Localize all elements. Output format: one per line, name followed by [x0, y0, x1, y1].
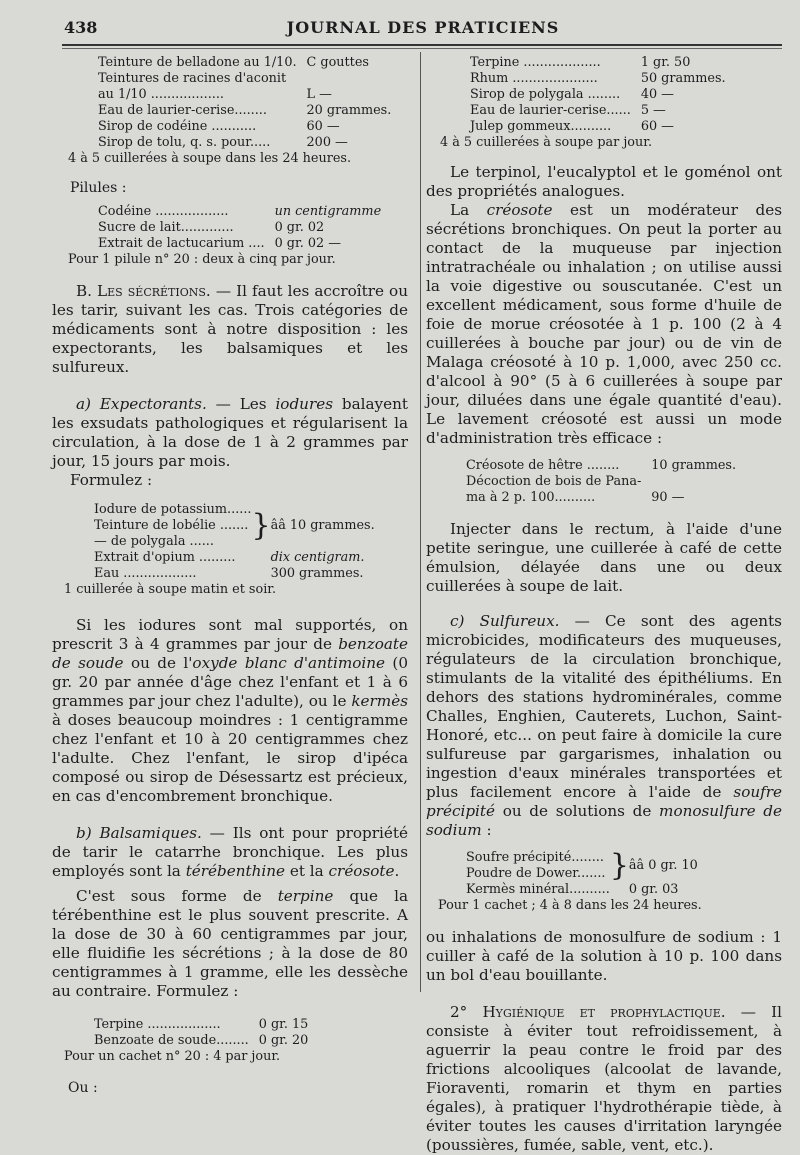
rx-quantity: 0 gr. 02 — — [274, 236, 341, 251]
rx-row — [98, 135, 391, 151]
rx-ingredient: Terpine ................... — [470, 55, 601, 70]
rx-ingredient: Terpine .................. — [94, 1017, 221, 1032]
rx-quantity: 50 grammes. — [640, 71, 726, 86]
rx-quantity: 300 grammes. — [270, 566, 364, 581]
rx-quantity: 0 gr. 15 — [258, 1017, 309, 1032]
rx-ingredient: Teinture de belladone au 1/10. — [98, 55, 297, 70]
rx-quantity: 0 gr. 20 — [258, 1033, 309, 1048]
pilules-label: Pilules : — [70, 180, 127, 196]
prescription-5 — [470, 55, 726, 135]
rx-ingredient: Soufre précipité........ — [466, 850, 604, 865]
rx-quantity: 0 gr. 03 — [628, 882, 679, 897]
prescription-2-dose: Pour 1 pilule n° 20 : deux à cinq par jour. — [68, 252, 336, 267]
injecter-paragraph: Injecter dans le rectum, à l'aide d'une petite seringue, une cuillerée à café de cette émulsion, délayée dans une ou deux cuillerées à soupe de lait. — [426, 520, 782, 595]
rx-quantity: ââ 10 grammes. — [270, 518, 375, 533]
rx-row — [98, 55, 391, 71]
prescription-7 — [466, 850, 698, 898]
rx-quantity: ââ 0 gr. 10 — [628, 858, 698, 873]
inhalations-paragraph: ou inhalations de monosulfure de sodium : 1 cuiller à café de la solution à 10 p. 100 dans un bol d'eau bouillante. — [426, 928, 782, 984]
prescription-3-dose: 1 cuillerée à soupe matin et soir. — [64, 582, 277, 597]
rx-quantity: 200 — — [306, 135, 348, 150]
rx-quantity: 0 gr. 02 — [274, 220, 325, 235]
hygienique-label: 2° Hygiénique et prophylactique. — [450, 1003, 726, 1021]
rx-ingredient: Teintures de racines d'aconit — [98, 71, 287, 86]
rx-row — [98, 71, 391, 87]
rx-ingredient: Créosote de hêtre ........ — [466, 458, 620, 473]
rx-ingredient: Extrait d'opium ......... — [94, 550, 236, 565]
rx-ingredient: Eau .................. — [94, 566, 197, 581]
rx-row — [98, 204, 381, 220]
rx-row — [94, 550, 375, 566]
formulez-label: Formulez : — [70, 471, 153, 489]
prescription-7-dose: Pour 1 cachet ; 4 à 8 dans les 24 heures. — [438, 898, 702, 913]
rx-row — [94, 502, 375, 518]
rx-row — [94, 1033, 308, 1049]
rx-quantity: C gouttes — [306, 55, 369, 70]
section-b-paragraph: B. Les sécrétions. — Il faut les accroître ou les tarir, suivant les cas. Trois catégories de médicaments sont à notre disposition : les expectorants, les balsamiques et les sulfureux. — [52, 282, 408, 376]
rx-ingredient: Eau de laurier-cerise...... — [470, 103, 631, 118]
rx-ingredient: Teinture de lobélie ....... — [94, 518, 249, 533]
rx-row — [470, 71, 726, 87]
rx-ingredient: Poudre de Dower....... — [466, 866, 606, 881]
rx-ingredient: Benzoate de soude........ — [94, 1033, 249, 1048]
journal-title: JOURNAL DES PRATICIENS — [286, 18, 560, 37]
rx-row — [470, 103, 726, 119]
header-rule-thin — [62, 48, 782, 49]
rx-row — [466, 490, 736, 506]
prescription-4 — [94, 1017, 308, 1049]
prescription-1-dose: 4 à 5 cuillerées à soupe dans les 24 heures. — [68, 151, 352, 166]
prescription-6 — [466, 458, 736, 506]
rx-quantity — [307, 71, 392, 87]
terpinol-paragraph: Le terpinol, l'eucalyptol et le goménol ont des propriétés analogues. — [426, 163, 782, 200]
left-column — [52, 55, 408, 1098]
rx-quantity: L — — [306, 87, 332, 102]
rx-quantity: 60 — — [640, 119, 674, 134]
rx-ingredient: Décoction de bois de Pana- — [466, 474, 642, 489]
rx-quantity: 60 — — [306, 119, 340, 134]
rx-ingredient: Sirop de tolu, q. s. pour..... — [98, 135, 271, 150]
rx-row — [98, 87, 391, 103]
rx-ingredient: ma à 2 p. 100.......... — [466, 490, 596, 505]
rx-row — [466, 458, 736, 474]
page-header — [64, 18, 782, 44]
rx-row — [466, 882, 698, 898]
rx-ingredient: Julep gommeux.......... — [470, 119, 612, 134]
rx-quantity: dix centigram. — [270, 550, 365, 565]
prescription-3 — [94, 502, 375, 582]
rx-row — [98, 119, 391, 135]
rx-quantity: 20 grammes. — [306, 103, 392, 118]
right-column — [426, 55, 782, 1155]
terpine-paragraph: C'est sous forme de terpine que la térébenthine est le plus souvent prescrite. A la dose de 30 à 60 centigrammes par jour, elle fluidifie les sécrétions ; à la dose de 80 centigrammes à 1 gramme, elle les dessèche au contraire. Formulez : — [52, 887, 408, 1000]
rx-ingredient: au 1/10 .................. — [98, 87, 224, 102]
prescription-5-dose: 4 à 5 cuillerées à soupe par jour. — [440, 135, 653, 150]
rx-ingredient: Kermès minéral.......... — [466, 882, 610, 897]
rx-quantity: un centigramme — [274, 204, 382, 219]
rx-row — [470, 87, 726, 103]
rx-quantity: 10 grammes. — [651, 458, 737, 473]
column-divider — [420, 52, 421, 992]
rx-spacer — [251, 550, 270, 566]
rx-ingredient: Sirop de polygala ........ — [470, 87, 621, 102]
rx-row — [470, 55, 726, 71]
page-number: 438 — [64, 18, 98, 37]
rx-row — [94, 1017, 308, 1033]
rx-row — [94, 566, 375, 582]
hygienique-paragraph: 2° Hygiénique et prophylactique. — Il consiste à éviter tout refroidissement, à aguerrir la peau contre le froid par des frictions alcooliques (alcoolat de lavande, Fioraventi, romarin et thym en parties égales), à pratiquer l'hydrothérapie tiède, à éviter toutes les causes d'irritation laryngée (poussières, fumée, sable, vent, etc.). — [426, 1003, 783, 1154]
rx-row — [98, 103, 391, 119]
expectorants-label: a) Expectorants. — [76, 395, 207, 413]
rx-ingredient: Eau de laurier-cerise........ — [98, 103, 267, 118]
brace-glyph: } — [609, 848, 629, 883]
rx-ingredient: Sucre de lait............. — [98, 220, 234, 235]
creosote-paragraph: La créosote est un modérateur des sécrétions bronchiques. On peut la porter au contact de la muqueuse par injection intratrachéale ou inhalation ; on utilise aussi la voie digestive ou souscutanée. C'est un excellent médicament, sous forme d'huile de foie de morue créosotée à 1 p. 100 (2 à 4 cuillerées à bouche par jour) ou de vin de Malaga créosoté à 10 p. 1,000, avec 250 cc. d'alcool à 90° (5 à 6 cuillerées à soupe par jour, diluées dans une égale quantité d'eau). Le lavement créosoté est aussi un mode d'administration très efficace : — [426, 201, 782, 447]
rx-ingredient: — de polygala ...... — [94, 534, 214, 549]
rx-ingredient: Sirop de codéine ........... — [98, 119, 257, 134]
sulfureux-paragraph: c) Sulfureux. — Ce sont des agents microbicides, modificateurs des muqueuses, régulateurs de la circulation bronchique, stimulants de la vitalité des épithéliums. En dehors des stations hydrominérales, comme Challes, Enghien, Cauterets, Luchon, Saint-Honoré, etc... on peut faire à domicile la cure sulfureuse par gargarismes, inhalation ou ingestion d'eaux minérales transportées et plus facilement encore à l'aide de soufre précipité ou de solutions de monosulfure de sodium : — [426, 612, 782, 839]
rx-quantity: 1 gr. 50 — [640, 55, 691, 70]
rx-ingredient: Extrait de lactucarium .... — [98, 236, 265, 251]
rx-ingredient: Codéine .................. — [98, 204, 229, 219]
section-b-label: B. Les sécrétions. — [76, 282, 211, 300]
expectorants-paragraph: a) Expectorants. — Les iodures balayent les exsudats pathologiques et régularisent la circulation, à la dose de 1 à 2 grammes par jour, 15 jours par mois. — [52, 395, 408, 470]
balsamiques-paragraph: b) Balsamiques. — Ils ont pour propriété de tarir le catarrhe bronchique. Les plus employés sont la térébenthine et la créosote. — [52, 824, 408, 880]
rx-quantity — [651, 474, 736, 490]
prescription-4-dose: Pour un cachet n° 20 : 4 par jour. — [64, 1049, 281, 1064]
rx-quantity: 40 — — [640, 87, 674, 102]
rx-spacer — [610, 882, 629, 898]
rx-row — [466, 474, 736, 490]
ou-label: Ou : — [68, 1080, 98, 1096]
header-rule — [62, 44, 782, 46]
rx-row — [466, 850, 698, 866]
prescription-2 — [98, 204, 381, 252]
rx-row — [470, 119, 726, 135]
rx-spacer — [251, 566, 270, 582]
rx-quantity: 90 — — [651, 490, 685, 505]
rx-ingredient: Iodure de potassium...... — [94, 502, 252, 517]
balsamiques-label: b) Balsamiques. — [76, 824, 202, 842]
rx-row — [98, 236, 381, 252]
rx-quantity: 5 — — [640, 103, 666, 118]
brace-glyph: } — [251, 508, 271, 543]
rx-row — [98, 220, 381, 236]
sulfureux-label: c) Sulfureux. — [450, 612, 560, 630]
iodures-paragraph: Si les iodures sont mal supportés, on prescrit 3 à 4 grammes par jour de benzoate de soude ou de l'oxyde blanc d'antimoine (0 gr. 20 par année d'âge chez l'enfant et 1 à 6 grammes par jour chez l'adulte), ou le kermès à doses beaucoup moindres : 1 centigramme chez l'enfant et 10 à 20 centigrammes chez l'adulte. Chez l'enfant, le sirop d'ipéca composé ou sirop de Désessartz est précieux, en cas d'encombrement bronchique. — [52, 616, 409, 805]
prescription-1 — [98, 55, 391, 151]
rx-ingredient: Rhum ..................... — [470, 71, 598, 86]
